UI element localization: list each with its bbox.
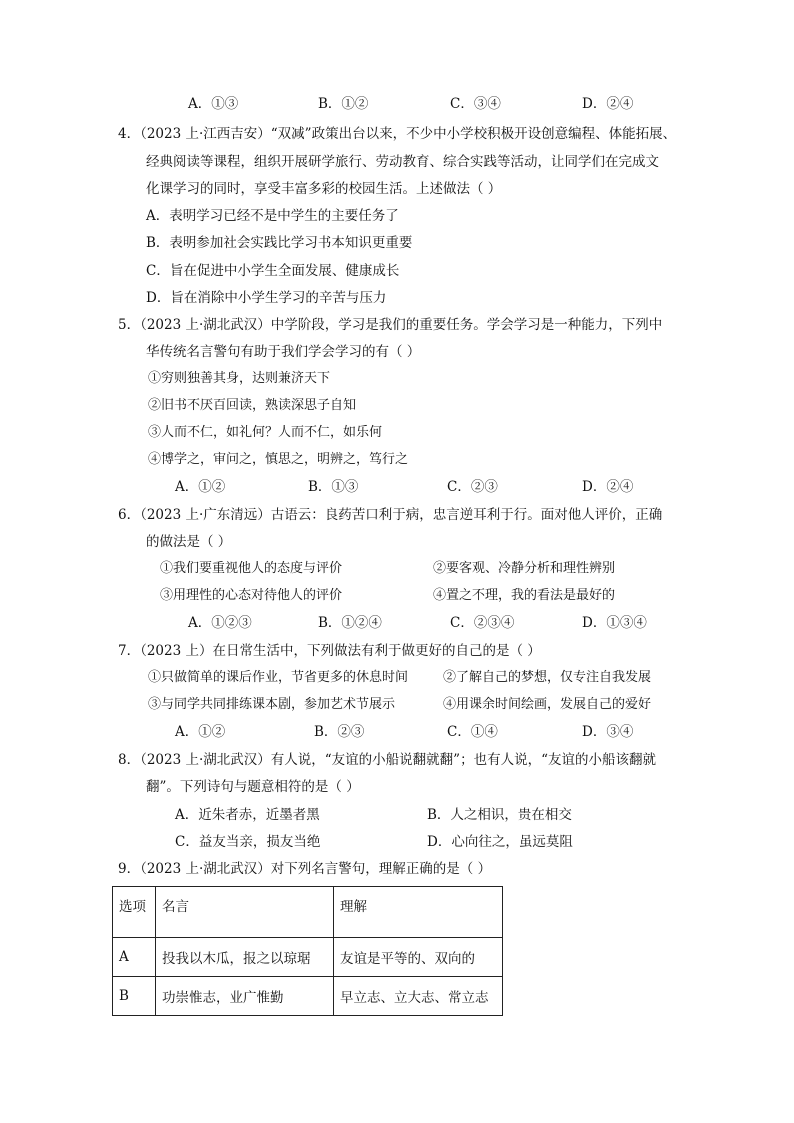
q9-stem: 9．（2023 上·湖北武汉）对下列名言警句，理解正确的是（ ） [118,861,492,877]
q7-item-3: ③与同学共同排练课本剧，参加艺术节展示 [148,697,396,712]
q7-item-1: ①只做简单的课后作业，节省更多的休息时间 [148,670,409,685]
q5-item-2: ②旧书不厌百回读，熟读深思子自知 [148,398,357,413]
header-quote: 名言 [156,887,334,938]
row-a-understanding: 友谊是平等的、双向的 [334,938,503,977]
q7-option-c: C．①④ [447,724,498,740]
q5-option-d: D．②④ [582,479,634,495]
q3-option-c: C．③④ [450,96,501,112]
row-b-understanding: 早立志、立大志、常立志 [334,977,503,1016]
q7-stem: 7．（2023 上）在日常生活中，下列做法有利于做更好的自己的是（ ） [118,643,541,659]
table-row [113,977,503,1016]
q4-option-a: A．表明学习已经不是中学生的主要任务了 [146,208,399,224]
q6-option-a: A．①②③ [188,615,252,631]
row-a-quote: 投我以木瓜，报之以琼琚 [156,938,334,977]
q7-option-d: D．③④ [582,724,634,740]
q8-option-c: C．益友当亲，损友当绝 [175,834,321,850]
q5-option-a: A．①② [175,479,226,495]
row-b-option: B [113,977,156,1016]
q9-table [112,886,503,1016]
q6-item-3: ③用理性的心态对待他人的评价 [160,588,343,603]
q6-option-c: C．②③④ [450,615,515,631]
q5-stem-line-1: 5．（2023 上·湖北武汉）中学阶段，学习是我们的重要任务。学会学习是一种能力，下列中 [118,317,663,333]
q4-option-b: B．表明参加社会实践比学习书本知识更重要 [146,235,413,251]
table-row [113,938,503,977]
q6-option-b: B．①②④ [318,615,382,631]
q4-stem-line-2: 经典阅读等课程，组织开展研学旅行、劳动教育、综合实践等活动，让同学们在完成文 [146,154,659,170]
q4-stem-line-1: 4．（2023 上·江西吉安）“双减”政策出台以来，不少中小学校积极开设创意编程、体能拓展、 [118,126,677,142]
q4-option-d: D．旨在消除中小学生学习的辛苦与压力 [146,290,387,306]
q6-item-2: ②要客观、冷静分析和理性辨别 [433,561,616,576]
q6-item-1: ①我们要重视他人的态度与评价 [160,561,343,576]
q8-stem-line-2: 翻”。下列诗句与题意相符的是（ ） [146,779,360,795]
row-b-quote: 功崇惟志，业广惟勤 [156,977,334,1016]
header-understanding: 理解 [334,887,503,938]
q6-stem-line-2: 的做法是（ ） [146,534,232,550]
table-header-row [113,887,503,938]
q5-stem-line-2: 华传统名言警句有助于我们学会学习的有（ ） [146,344,421,360]
q7-option-a: A．①② [175,724,226,740]
q5-option-b: B．①③ [308,479,359,495]
q6-stem-line-1: 6．（2023 上·广东清远）古语云：良药苦口利于病，忠言逆耳利于行。面对他人评价，正确 [118,507,663,523]
q8-stem-line-1: 8．（2023 上·湖北武汉）有人说，“友谊的小船说翻就翻”；也有人说，“友谊的小船该翻就 [118,752,656,768]
q5-item-3: ③人而不仁，如礼何？人而不仁，如乐何 [148,425,383,440]
q7-item-2: ②了解自己的梦想，仅专注自我发展 [443,670,652,685]
q6-item-4: ④置之不理，我的看法是最好的 [433,588,616,603]
q4-stem-line-3: 化课学习的同时，享受丰富多彩的校园生活。上述做法（ ） [146,181,502,197]
q4-option-c: C．旨在促进中小学生全面发展、健康成长 [146,263,400,279]
q8-option-b: B．人之相识，贵在相交 [427,807,572,823]
q3-option-b: B．①② [318,96,369,112]
row-a-option: A [113,938,156,977]
q7-option-b: B．②③ [314,724,365,740]
q3-option-d: D．②④ [582,96,634,112]
q5-option-c: C．②③ [447,479,498,495]
q3-option-a: A．①③ [188,96,239,112]
q7-item-4: ④用课余时间绘画，发展自己的爱好 [443,697,652,712]
q5-item-1: ①穷则独善其身，达则兼济天下 [148,371,331,386]
header-option: 选项 [113,887,156,938]
q5-item-4: ④博学之，审问之，慎思之，明辨之，笃行之 [148,452,409,467]
q8-option-d: D．心向往之，虽远莫阻 [427,834,573,850]
q8-option-a: A．近朱者赤，近墨者黑 [175,807,320,823]
q6-option-d: D．①③④ [582,615,647,631]
